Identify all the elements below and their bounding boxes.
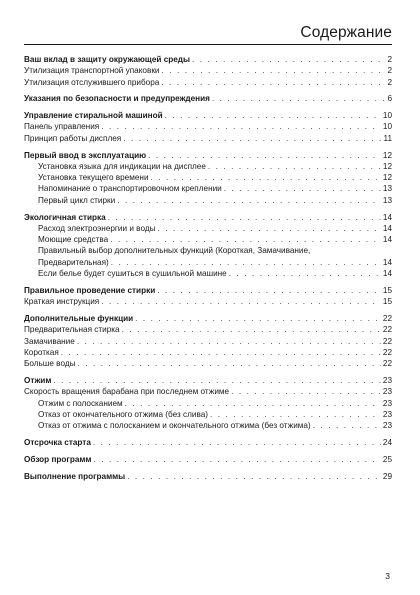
toc-entry[interactable] xyxy=(24,398,392,409)
dot-leader xyxy=(161,65,385,76)
toc-entry[interactable] xyxy=(24,257,392,268)
toc-entry-page: 23 xyxy=(382,387,392,397)
dot-leader xyxy=(212,93,386,104)
toc-entry-title: Больше воды xyxy=(24,359,76,369)
toc-entry-text-line: Правильный выбор дополнительных функций (Короткая, Замачивание, xyxy=(38,246,311,256)
dot-leader xyxy=(165,110,381,121)
dot-leader xyxy=(229,268,381,279)
toc-entry-page: 25 xyxy=(382,454,392,464)
toc-entry-page: 13 xyxy=(382,184,392,194)
dot-leader xyxy=(61,347,381,358)
toc-entry[interactable] xyxy=(24,324,392,335)
dot-leader xyxy=(101,121,381,132)
toc-entry-page: 11 xyxy=(383,133,392,143)
toc-entry-title: Ваш вклад в защиту окружающей среды xyxy=(24,55,190,64)
toc-entry-page: 14 xyxy=(382,223,392,233)
page-title: Содержание xyxy=(300,24,392,41)
toc-entry[interactable] xyxy=(24,285,392,296)
dot-leader xyxy=(210,409,381,420)
toc-entry[interactable] xyxy=(24,375,392,386)
toc-entry[interactable] xyxy=(24,133,392,144)
toc-entry-title: Установка текущего времени xyxy=(38,173,149,183)
toc-entry-title: Моющие средства xyxy=(38,235,109,245)
dot-leader xyxy=(313,420,381,431)
page-number: 3 xyxy=(385,571,390,581)
toc-entry-title: Отказ от окончательного отжима (без слива) xyxy=(38,409,209,419)
dot-leader xyxy=(157,285,381,296)
toc-entry-title: Установка языка для индикации на дисплее xyxy=(38,161,206,171)
dot-leader xyxy=(94,454,381,465)
toc-entry-title: Замачивание xyxy=(24,336,75,346)
toc-entry[interactable] xyxy=(24,471,392,482)
toc-entry[interactable] xyxy=(24,420,392,431)
dot-leader xyxy=(192,54,385,65)
toc-entry-page: 23 xyxy=(382,409,392,419)
toc-entry[interactable] xyxy=(24,409,392,420)
toc-entry-title: Экологичная стирка xyxy=(24,212,106,222)
toc-entry-page: 14 xyxy=(382,269,392,279)
toc-entry-title: Скорость вращения барабана при последнем отжиме xyxy=(24,387,230,397)
toc-entry[interactable] xyxy=(24,121,392,132)
dot-leader xyxy=(123,133,381,144)
toc-entry[interactable] xyxy=(24,223,392,234)
toc-entry-title: Краткая инструкция xyxy=(24,297,100,307)
toc-entry-page: 2 xyxy=(387,55,392,64)
toc-entry[interactable] xyxy=(24,110,392,121)
header-rule xyxy=(24,44,392,45)
dot-leader xyxy=(110,234,381,245)
dot-leader xyxy=(224,183,381,194)
toc-entry-page: 22 xyxy=(382,313,392,323)
toc-entry-title: Короткая xyxy=(24,347,59,357)
toc-entry-page: 2 xyxy=(387,66,392,76)
dot-leader xyxy=(77,336,381,347)
toc-entry-title: Отказ от отжима с полосканием и окончательного отжима (без отжима) xyxy=(38,421,311,431)
dot-leader xyxy=(122,324,381,335)
toc-entry-page: 23 xyxy=(382,375,392,385)
dot-leader xyxy=(77,358,380,369)
dot-leader xyxy=(208,161,381,172)
toc-entry-page: 14 xyxy=(382,235,392,245)
toc-entry-title: Выполнение программы xyxy=(24,471,126,481)
toc-entry[interactable] xyxy=(24,77,392,88)
toc-entry-page: 23 xyxy=(382,421,392,431)
toc-entry-title: Предварительная) xyxy=(38,257,109,267)
dot-leader xyxy=(231,386,381,397)
table-of-contents xyxy=(24,54,392,482)
dot-leader xyxy=(157,223,380,234)
toc-entry-title: Расход электроэнергии и воды xyxy=(38,223,156,233)
dot-leader xyxy=(135,313,381,324)
toc-entry-page: 22 xyxy=(382,336,392,346)
toc-entry[interactable] xyxy=(24,296,392,307)
toc-entry[interactable] xyxy=(24,347,392,358)
toc-entry-title: Первый ввод в эксплуатацию xyxy=(24,150,147,160)
toc-entry-title: Напоминание о транспортировочном креплении xyxy=(38,184,222,194)
toc-entry-title: Если белье будет сушиться в сушильной машине xyxy=(38,269,227,279)
toc-entry-page: 15 xyxy=(382,285,392,295)
toc-entry[interactable] xyxy=(24,454,392,465)
toc-entry[interactable] xyxy=(24,54,392,65)
toc-entry-page: 12 xyxy=(382,150,392,160)
toc-entry-title: Панель управления xyxy=(24,122,100,132)
toc-entry[interactable] xyxy=(24,150,392,161)
toc-entry[interactable] xyxy=(24,234,392,245)
toc-entry-title: Управление стиральной машиной xyxy=(24,111,163,121)
toc-entry-page: 6 xyxy=(387,94,392,104)
toc-entry-page: 15 xyxy=(382,297,392,307)
toc-entry-page: 14 xyxy=(382,257,392,267)
toc-entry[interactable] xyxy=(24,212,392,223)
toc-entry-page: 2 xyxy=(387,77,392,87)
toc-entry[interactable] xyxy=(24,268,392,279)
toc-entry-title: Первый цикл стирки xyxy=(38,195,116,205)
toc-entry-title: Отжим с полосканием xyxy=(38,398,123,408)
dot-leader xyxy=(161,77,385,88)
toc-entry[interactable] xyxy=(24,313,392,324)
toc-entry-page: 24 xyxy=(382,437,392,447)
toc-entry-page: 22 xyxy=(382,325,392,335)
toc-entry-page: 22 xyxy=(382,347,392,357)
toc-entry-title: Правильное проведение стирки xyxy=(24,285,156,295)
toc-entry-title: Указания по безопасности и предупреждения xyxy=(24,94,210,104)
dot-leader xyxy=(111,257,381,268)
toc-entry-title: Дополнительные функции xyxy=(24,313,134,323)
toc-entry-title: Отсрочка старта xyxy=(24,437,91,447)
dot-leader xyxy=(101,296,381,307)
toc-entry-title: Отжим xyxy=(24,375,52,385)
toc-entry-title: Утилизация транспортной упаковки xyxy=(24,66,160,76)
toc-entry[interactable] xyxy=(24,65,392,76)
toc-entry[interactable] xyxy=(24,93,392,104)
toc-entry-title: Обзор программ xyxy=(24,454,92,464)
toc-entry[interactable] xyxy=(24,172,392,183)
toc-entry-page: 12 xyxy=(382,161,392,171)
toc-entry-page: 14 xyxy=(382,212,392,222)
toc-entry-page: 29 xyxy=(382,471,392,481)
toc-entry[interactable] xyxy=(24,183,392,194)
toc-entry[interactable] xyxy=(24,358,392,369)
toc-entry-page: 10 xyxy=(382,111,392,121)
toc-entry-page: 13 xyxy=(382,195,392,205)
toc-entry[interactable] xyxy=(24,161,392,172)
dot-leader xyxy=(151,172,381,183)
dot-leader xyxy=(125,398,381,409)
toc-entry-page: 22 xyxy=(382,359,392,369)
toc-entry[interactable] xyxy=(24,336,392,347)
dot-leader xyxy=(117,195,381,206)
dot-leader xyxy=(108,212,381,223)
dot-leader xyxy=(53,375,381,386)
toc-entry[interactable] xyxy=(24,437,392,448)
toc-entry-page: 23 xyxy=(382,398,392,408)
toc-entry-page: 12 xyxy=(382,173,392,183)
dot-leader xyxy=(127,471,381,482)
toc-entry-page: 10 xyxy=(382,122,392,132)
toc-entry-title: Утилизация отслужившего прибора xyxy=(24,77,160,87)
toc-entry-title: Принцип работы дисплея xyxy=(24,133,122,143)
dot-leader xyxy=(93,437,381,448)
toc-entry[interactable] xyxy=(24,195,392,206)
toc-entry[interactable] xyxy=(24,386,392,397)
toc-entry-title: Предварительная стирка xyxy=(24,325,120,335)
dot-leader xyxy=(148,150,381,161)
